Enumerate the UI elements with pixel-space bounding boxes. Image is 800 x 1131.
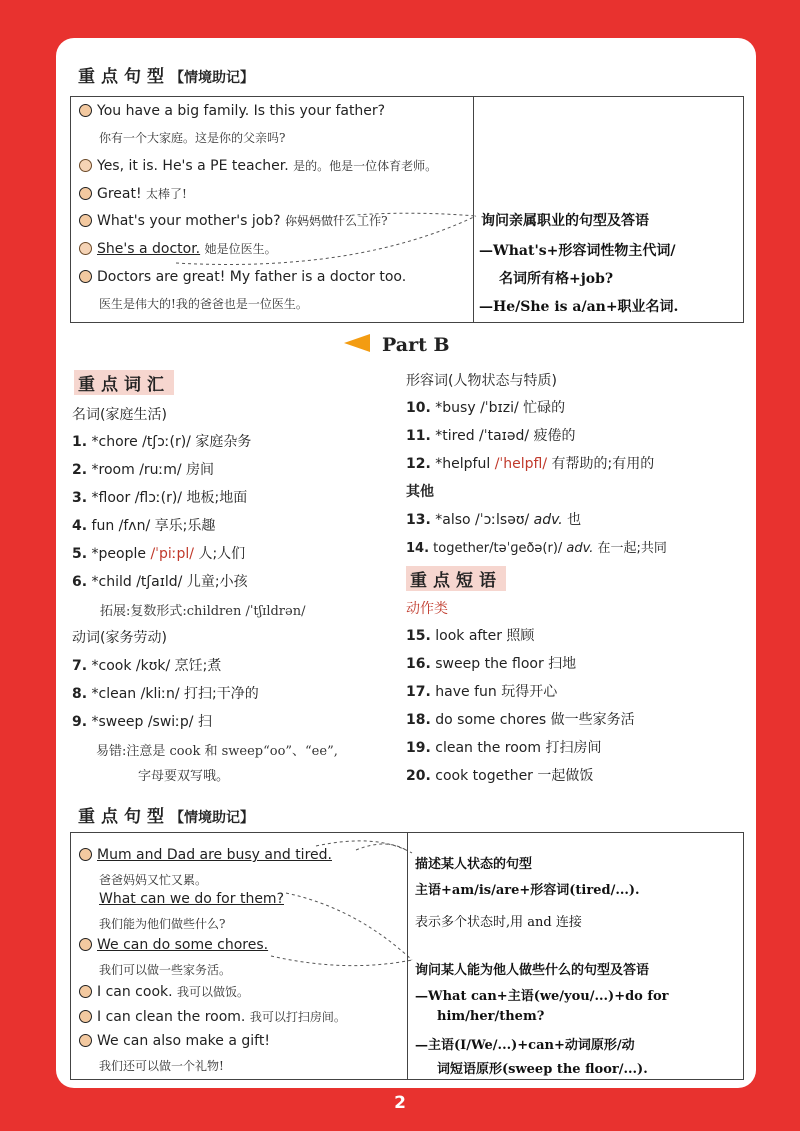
boy-face-icon [79, 848, 92, 861]
boy-face-icon [79, 938, 92, 951]
paper-plane-icon [344, 334, 370, 352]
vocab-item: 1. *chore /tʃɔː(r)/ 家庭杂务 [72, 434, 252, 450]
dialog-line: What can we do for them? [99, 891, 284, 907]
dialog-line: I can cook. 我可以做饭。 [79, 983, 249, 1000]
grammar-note: him/her/them? [437, 1009, 545, 1024]
grammar-note: 表示多个状态时,用 and 连接 [415, 915, 582, 930]
grammar-note: 名词所有格+job? [499, 271, 614, 287]
boy-face-icon [79, 187, 92, 200]
grammar-note: 询问亲属职业的句型及答语 [481, 213, 649, 229]
page-number: 2 [394, 1093, 406, 1113]
vocab-category: 形容词(人物状态与特质) [406, 373, 557, 389]
vocab-item: 7. *cook /kʊk/ 烹饪;煮 [72, 658, 222, 674]
grammar-note: —What's+形容词性物主代词/ [479, 243, 676, 259]
vocab-item: 5. *people /ˈpiːpl/ 人;人们 [72, 546, 246, 562]
girl-face-icon [79, 159, 92, 172]
dialog-line: Great! 太棒了! [79, 185, 187, 202]
vocab-category: 名词(家庭生活) [72, 407, 167, 423]
phrase-item: 19. clean the room 打扫房间 [406, 740, 602, 756]
phrase-item: 15. look after 照顾 [406, 628, 535, 644]
vocab-item: 8. *clean /kliːn/ 打扫;干净的 [72, 686, 259, 702]
dialog-line: We can do some chores. [79, 937, 268, 953]
dialog-line: You have a big family. Is this your father? [79, 103, 385, 119]
vocab-error-tip: 字母要双写哦。 [138, 769, 230, 784]
vocab-item: 6. *child /tʃaɪld/ 儿童;小孩 [72, 574, 248, 590]
phrase-item: 16. sweep the floor 扫地 [406, 656, 577, 672]
dialog-translation: 我们能为他们做些什么? [99, 917, 226, 931]
vocab-item: 11. *tired /ˈtaɪəd/ 疲倦的 [406, 428, 576, 444]
vocab-item: 14. together/təˈɡeðə(r)/ adv. 在一起;共同 [406, 541, 667, 556]
boy-face-icon [79, 270, 92, 283]
grammar-note: 询问某人能为他人做些什么的句型及答语 [415, 963, 650, 978]
phrase-item: 18. do some chores 做一些家务活 [406, 712, 635, 728]
dialog-translation: 爸爸妈妈又忙又累。 [99, 873, 208, 887]
grammar-note: —He/She is a/an+职业名词. [479, 299, 679, 315]
sentence-box-1 [70, 96, 744, 323]
vocab-extension: 拓展:复数形式:children /ˈtʃɪldrən/ [100, 604, 306, 619]
grammar-note: 描述某人状态的句型 [415, 857, 533, 872]
vocab-item: 4. fun /fʌn/ 享乐;乐趣 [72, 518, 216, 534]
part-heading: Part B [382, 334, 450, 356]
section1-title: 重点句型【情境助记】 [78, 67, 254, 87]
dialog-line: She's a doctor. 她是位医生。 [79, 240, 277, 257]
workbook-page [56, 38, 756, 1088]
dialog-line: Mum and Dad are busy and tired. [79, 847, 332, 863]
grammar-note: 词短语原形(sweep the floor/...). [437, 1062, 648, 1077]
girl-face-icon [79, 985, 92, 998]
vocab-title: 重点词汇 [74, 370, 174, 395]
box-divider [407, 833, 408, 1079]
phrase-item: 20. cook together 一起做饭 [406, 768, 594, 784]
girl-face-icon [79, 242, 92, 255]
vocab-item: 3. *floor /flɔː(r)/ 地板;地面 [72, 490, 248, 506]
box-divider [473, 97, 474, 322]
dialog-translation: 我们可以做一些家务活。 [99, 963, 232, 977]
dialog-translation: 你有一个大家庭。这是你的父亲吗? [99, 131, 286, 145]
dialog-line: I can clean the room. 我可以打扫房间。 [79, 1008, 346, 1025]
vocab-error-tip: 易错:注意是 cook 和 sweep“oo”、“ee”, [96, 744, 338, 759]
grammar-note: —主语(I/We/...)+can+动词原形/动 [415, 1038, 635, 1053]
dialog-line: We can also make a gift! [79, 1033, 270, 1049]
grammar-note: —What can+主语(we/you/...)+do for [415, 989, 669, 1004]
boy-face-icon [79, 104, 92, 117]
boy-face-icon [79, 214, 92, 227]
phrases-category: 动作类 [406, 601, 448, 617]
vocab-category: 动词(家务劳动) [72, 630, 167, 646]
dialog-line: What's your mother's job? 你妈妈做什么工作? [79, 212, 388, 229]
sentence-box-2 [70, 832, 744, 1080]
dialog-line: Yes, it is. He's a PE teacher. 是的。他是一位体育老师。 [79, 157, 437, 174]
boy-face-icon [79, 1010, 92, 1023]
vocab-item: 13. *also /ˈɔːlsəʊ/ adv. 也 [406, 512, 582, 528]
vocab-item: 12. *helpful /ˈhelpfl/ 有帮助的;有用的 [406, 456, 655, 472]
phrases-title: 重点短语 [406, 566, 506, 591]
section2-title: 重点句型【情境助记】 [78, 807, 254, 827]
vocab-item: 10. *busy /ˈbɪzi/ 忙碌的 [406, 400, 566, 416]
vocab-category: 其他 [406, 484, 434, 500]
girl-face-icon [79, 1034, 92, 1047]
vocab-item: 9. *sweep /swiːp/ 扫 [72, 714, 212, 730]
phrase-item: 17. have fun 玩得开心 [406, 684, 558, 700]
dialog-line: Doctors are great! My father is a doctor too. [79, 269, 406, 285]
dialog-translation: 我们还可以做一个礼物! [99, 1059, 224, 1073]
grammar-note: 主语+am/is/are+形容词(tired/...). [415, 883, 640, 898]
vocab-item: 2. *room /ruːm/ 房间 [72, 462, 215, 478]
dialog-translation: 医生是伟大的!我的爸爸也是一位医生。 [99, 297, 308, 311]
